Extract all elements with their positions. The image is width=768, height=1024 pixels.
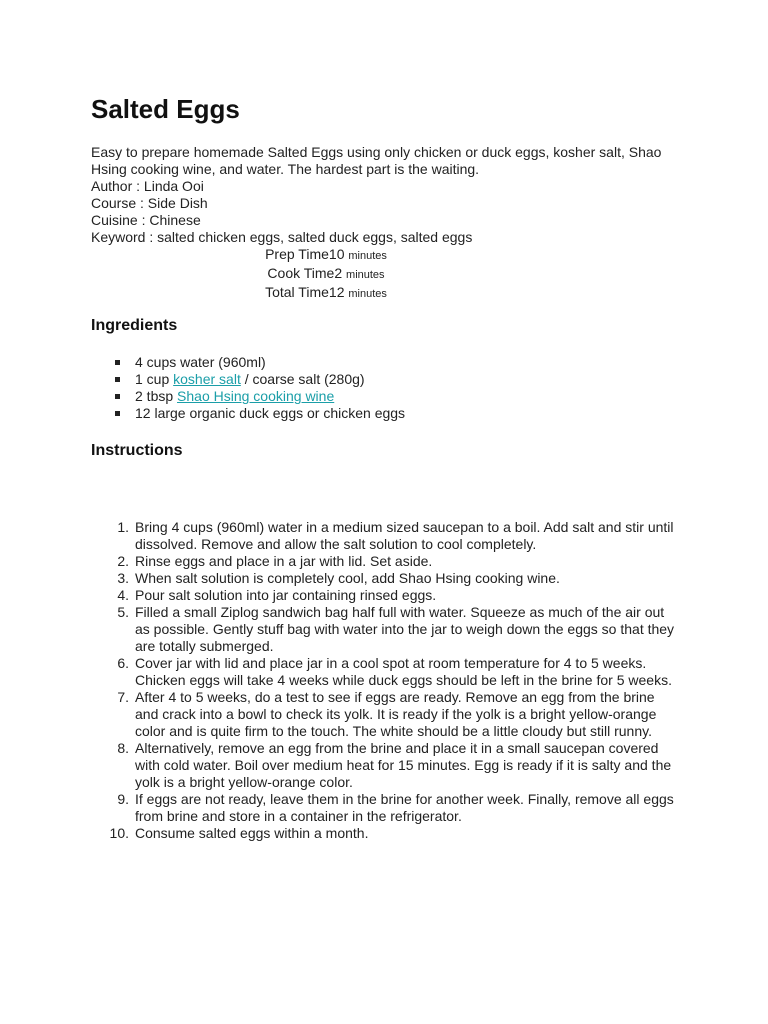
recipe-cuisine: Cuisine : Chinese bbox=[91, 212, 201, 228]
ingredient-text: / coarse salt (280g) bbox=[240, 371, 365, 387]
step-number: 9. bbox=[117, 791, 129, 807]
shao-hsing-wine-link[interactable]: Shao Hsing cooking wine bbox=[177, 388, 335, 404]
step-number: 10. bbox=[109, 825, 129, 841]
step-text: When salt solution is completely cool, add Shao Hsing cooking wine. bbox=[135, 570, 560, 586]
step-text: Pour salt solution into jar containing rinsed eggs. bbox=[135, 587, 437, 603]
step-text: Filled a small Ziplog sandwich bag half full with water. Squeeze as much of the air out as possible. Gently stuff bag with water into the jar to weigh down the eggs so that they are totally submerged. bbox=[135, 604, 675, 654]
ingredient-item bbox=[91, 354, 651, 371]
prep-time-label: Prep Time bbox=[265, 246, 329, 262]
step-text: Bring 4 cups (960ml) water in a medium sized saucepan to a boil. Add salt and stir until dissolved. Remove and allow the salt solution to cool completely. bbox=[135, 519, 674, 552]
cook-time bbox=[91, 265, 561, 284]
step-number: 2. bbox=[117, 553, 129, 569]
step-number: 4. bbox=[117, 587, 129, 603]
ingredient-text: 1 cup bbox=[135, 371, 174, 387]
step-text: Consume salted eggs within a month. bbox=[135, 825, 369, 841]
ingredient-item bbox=[91, 405, 651, 422]
step-number: 7. bbox=[117, 689, 129, 705]
recipe-summary bbox=[91, 144, 671, 246]
step-text: If eggs are not ready, leave them in the brine for another week. Finally, remove all eggs from brine and store in a container in the refrigerator. bbox=[135, 791, 674, 824]
step-number: 8. bbox=[117, 740, 129, 756]
step-number: 5. bbox=[117, 604, 129, 620]
recipe-description: Easy to prepare homemade Salted Eggs using only chicken or duck eggs, kosher salt, Shao Hsing cooking wine, and water. The hardest part is the waiting. bbox=[91, 144, 662, 177]
instruction-step bbox=[91, 689, 681, 740]
total-time bbox=[91, 284, 561, 303]
kosher-salt-link[interactable]: kosher salt bbox=[173, 371, 241, 387]
ingredient-text: 4 cups water (960ml) bbox=[135, 354, 266, 370]
ingredients-heading: Ingredients bbox=[91, 317, 178, 334]
total-time-label: Total Time bbox=[265, 284, 329, 300]
instruction-step bbox=[91, 604, 681, 655]
instruction-step bbox=[91, 587, 681, 604]
recipe-keyword: Keyword : salted chicken eggs, salted duck eggs, salted eggs bbox=[91, 229, 473, 245]
prep-time-value: 10 bbox=[328, 246, 345, 262]
instructions-list bbox=[91, 519, 681, 842]
cook-time-label: Cook Time bbox=[267, 265, 335, 281]
step-number: 1. bbox=[117, 519, 129, 535]
total-time-value: 12 bbox=[328, 284, 345, 300]
step-number: 6. bbox=[117, 655, 129, 671]
step-text: Rinse eggs and place in a jar with lid. Set aside. bbox=[135, 553, 433, 569]
page-title: Salted Eggs bbox=[91, 94, 240, 124]
cook-time-value: 2 bbox=[334, 265, 343, 281]
recipe-times bbox=[91, 246, 561, 303]
instruction-step bbox=[91, 740, 681, 791]
ingredient-text: 2 tbsp bbox=[135, 388, 178, 404]
step-number: 3. bbox=[117, 570, 129, 586]
ingredient-item bbox=[91, 371, 651, 388]
ingredients-list bbox=[91, 354, 651, 422]
instruction-step bbox=[91, 570, 681, 587]
step-text: After 4 to 5 weeks, do a test to see if eggs are ready. Remove an egg from the brine and crack into a bowl to check its yolk. It is ready if the yolk is a bright yellow-orange color and is quite firm to the touch. The white should be a little cloudy but still runny. bbox=[135, 689, 657, 739]
instructions-heading: Instructions bbox=[91, 442, 183, 459]
ingredient-item bbox=[91, 388, 651, 405]
instruction-step bbox=[91, 519, 681, 553]
prep-time bbox=[91, 246, 561, 265]
instruction-step bbox=[91, 791, 681, 825]
recipe-course: Course : Side Dish bbox=[91, 195, 208, 211]
total-time-unit: minutes bbox=[348, 288, 387, 300]
recipe-author: Author : Linda Ooi bbox=[91, 178, 204, 194]
instruction-step bbox=[91, 655, 681, 689]
instruction-step bbox=[91, 553, 681, 570]
instruction-step bbox=[91, 825, 681, 842]
ingredient-text: 12 large organic duck eggs or chicken eggs bbox=[135, 405, 406, 421]
step-text: Cover jar with lid and place jar in a cool spot at room temperature for 4 to 5 weeks. Chicken eggs will take 4 weeks while duck eggs should be left in the brine for 5 weeks. bbox=[135, 655, 672, 688]
step-text: Alternatively, remove an egg from the brine and place it in a small saucepan covered with cold water. Boil over medium heat for 15 minutes. Egg is ready if it is salty and the yolk is a bright yellow-orange color. bbox=[135, 740, 672, 790]
prep-time-unit: minutes bbox=[348, 250, 387, 262]
cook-time-unit: minutes bbox=[346, 269, 385, 281]
